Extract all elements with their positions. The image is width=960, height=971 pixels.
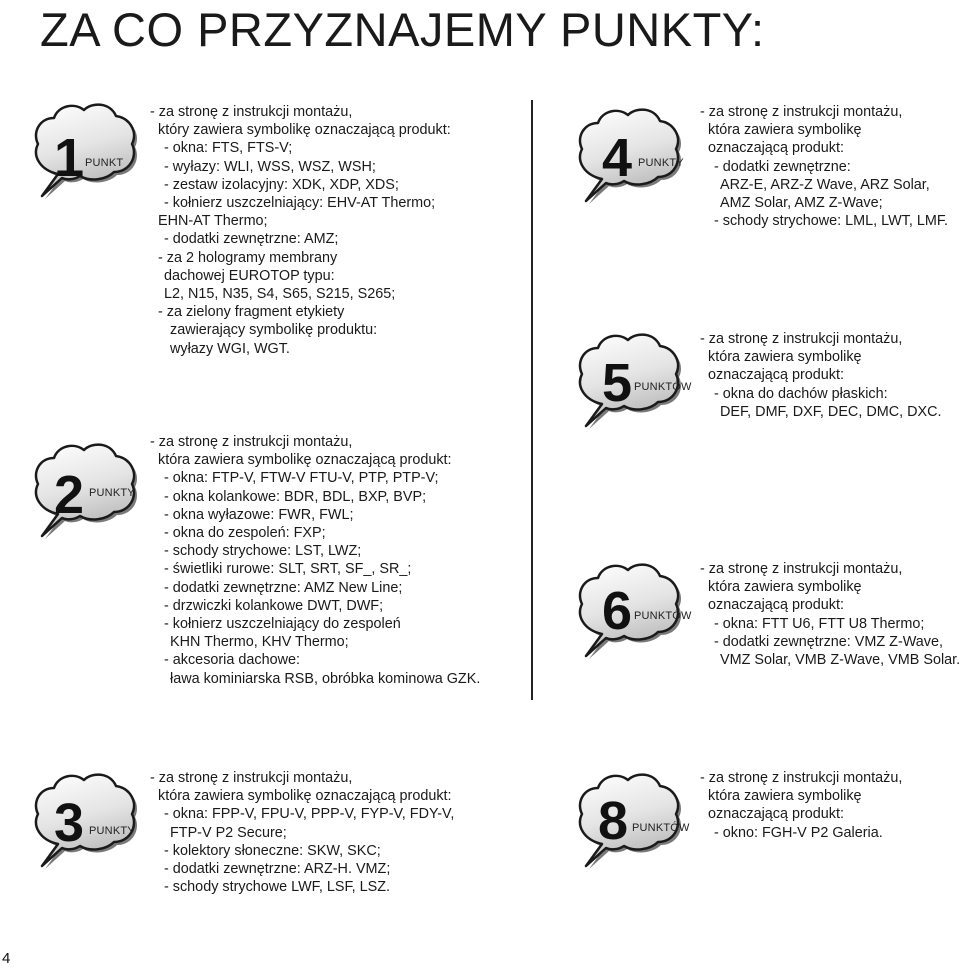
- text-line: która zawiera symbolikę: [708, 122, 862, 139]
- text-line: - okna: FTP-V, FTW-V FTU-V, PTP, PTP-V;: [164, 470, 439, 487]
- text-line: która zawiera symbolikę: [708, 788, 862, 805]
- text-line: oznaczającą produkt:: [708, 806, 844, 823]
- text-line: który zawiera symbolikę oznaczającą produkt:: [158, 122, 451, 139]
- cloud-badge-1: [28, 100, 140, 204]
- text-line: wyłazy WGI, WGT.: [170, 340, 290, 357]
- points-text-6: [700, 560, 960, 669]
- text-line: - dodatki zewnętrzne: AMZ;: [164, 231, 339, 248]
- text-line: ARZ-E, ARZ-Z Wave, ARZ Solar,: [720, 176, 930, 193]
- text-line: - zestaw izolacyjny: XDK, XDP, XDS;: [164, 176, 399, 193]
- text-line: L2, N15, N35, S4, S65, S215, S265;: [164, 286, 396, 303]
- text-line: - za stronę z instrukcji montażu,: [700, 561, 903, 577]
- text-line: - dodatki zewnętrzne: VMZ Z-Wave,: [714, 633, 943, 650]
- text-line: - za zielony fragment etykiety: [158, 304, 345, 321]
- text-line: dachowej EUROTOP typu:: [164, 267, 335, 284]
- cloud-badge-2: [28, 440, 140, 544]
- cloud-badge-6: [572, 560, 692, 664]
- text-line: - za stronę z instrukcji montażu,: [700, 770, 903, 786]
- text-line: która zawiera symbolikę oznaczającą produkt:: [158, 788, 452, 805]
- text-line: - dodatki zewnętrzne:: [714, 158, 851, 175]
- text-line: - za stronę z instrukcji montażu,: [150, 434, 353, 450]
- text-line: która zawiera symbolikę: [708, 349, 862, 366]
- text-line: - okna: FTS, FTS-V;: [164, 140, 293, 157]
- text-line: FTP-V P2 Secure;: [170, 824, 287, 841]
- text-line: - akcesoria dachowe:: [164, 652, 300, 669]
- column-divider: [531, 100, 533, 700]
- text-line: ława kominiarska RSB, obróbka kominowa GZK.: [170, 670, 481, 687]
- text-line: - świetliki rurowe: SLT, SRT, SF_, SR_;: [164, 561, 412, 578]
- text-line: - schody strychowe LWF, LSF, LSZ.: [164, 879, 391, 896]
- badge-unit: PUNKTY: [89, 825, 135, 837]
- text-line: oznaczającą produkt:: [708, 597, 844, 614]
- text-line: - schody strychowe: LML, LWT, LMF.: [714, 213, 949, 230]
- badge-number: 3: [54, 793, 84, 853]
- text-line: - schody strychowe: LST, LWZ;: [164, 543, 362, 560]
- points-text-3: [150, 769, 454, 896]
- page-title: ZA CO PRZYZNAJEMY PUNKTY:: [40, 3, 765, 56]
- points-text-4: [700, 103, 948, 230]
- badge-number: 2: [54, 465, 84, 525]
- text-line: - kołnierz uszczelniający: EHV-AT Thermo;: [164, 195, 436, 212]
- page-number: 4: [2, 950, 11, 967]
- text-line: EHN-AT Thermo;: [158, 213, 268, 230]
- text-line: - okna do zespoleń: FXP;: [164, 525, 326, 542]
- text-line: - za stronę z instrukcji montażu,: [150, 104, 353, 120]
- badge-number: 6: [602, 581, 632, 641]
- cloud-badge-3: [28, 770, 140, 874]
- text-line: - za 2 hologramy membrany: [158, 249, 338, 266]
- badge-number: 1: [54, 128, 84, 188]
- text-line: oznaczającą produkt:: [708, 140, 844, 157]
- badge-number: 4: [602, 128, 632, 188]
- text-line: DEF, DMF, DXF, DEC, DMC, DXC.: [720, 403, 942, 420]
- text-line: - okna: FPP-V, FPU-V, PPP-V, FYP-V, FDY-V,: [164, 806, 455, 823]
- text-line: która zawiera symbolikę: [708, 579, 862, 596]
- text-line: - dodatki zewnętrzne: ARZ-H. VMZ;: [164, 861, 391, 878]
- text-line: - za stronę z instrukcji montażu,: [150, 770, 353, 786]
- text-line: - za stronę z instrukcji montażu,: [700, 104, 903, 120]
- cloud-badge-4: [572, 105, 684, 209]
- badge-unit: PUNKTÓW: [632, 822, 690, 834]
- text-line: VMZ Solar, VMB Z-Wave, VMB Solar.: [720, 652, 960, 669]
- text-line: - za stronę z instrukcji montażu,: [700, 331, 903, 347]
- points-text-8: [700, 769, 902, 842]
- text-line: - okno: FGH-V P2 Galeria.: [714, 824, 883, 841]
- badge-unit: PUNKT: [85, 157, 124, 169]
- text-line: KHN Thermo, KHV Thermo;: [170, 634, 349, 651]
- text-line: oznaczającą produkt:: [708, 367, 844, 384]
- badge-unit: PUNKTY: [89, 487, 135, 499]
- badge-number: 8: [598, 791, 628, 851]
- text-line: - drzwiczki kolankowe DWT, DWF;: [164, 597, 384, 614]
- cloud-icon: [28, 770, 140, 874]
- cloud-icon: [28, 100, 140, 204]
- text-line: - kołnierz uszczelniający do zespoleń: [164, 616, 401, 633]
- text-line: - okna: FTT U6, FTT U8 Thermo;: [714, 615, 925, 632]
- points-text-5: [700, 330, 941, 421]
- badge-unit: PUNKTÓW: [634, 381, 692, 393]
- badge-unit: PUNKTY: [638, 157, 684, 169]
- text-line: - kolektory słoneczne: SKW, SKC;: [164, 842, 381, 859]
- text-line: - okna wyłazowe: FWR, FWL;: [164, 506, 354, 523]
- points-text-2: [150, 433, 480, 688]
- text-line: zawierający symbolikę produktu:: [170, 322, 378, 339]
- badge-number: 5: [602, 353, 632, 413]
- cloud-badge-5: [572, 330, 692, 434]
- text-line: która zawiera symbolikę oznaczającą produkt:: [158, 452, 452, 469]
- text-line: - wyłazy: WLI, WSS, WSZ, WSH;: [164, 158, 376, 175]
- cloud-badge-8: [572, 770, 690, 874]
- text-line: - dodatki zewnętrzne: AMZ New Line;: [164, 579, 403, 596]
- text-line: AMZ Solar, AMZ Z-Wave;: [720, 195, 883, 212]
- badge-unit: PUNKTÓW: [634, 610, 692, 622]
- points-text-1: [150, 103, 451, 358]
- text-line: - okna do dachów płaskich:: [714, 385, 888, 402]
- text-line: - okna kolankowe: BDR, BDL, BXP, BVP;: [164, 488, 427, 505]
